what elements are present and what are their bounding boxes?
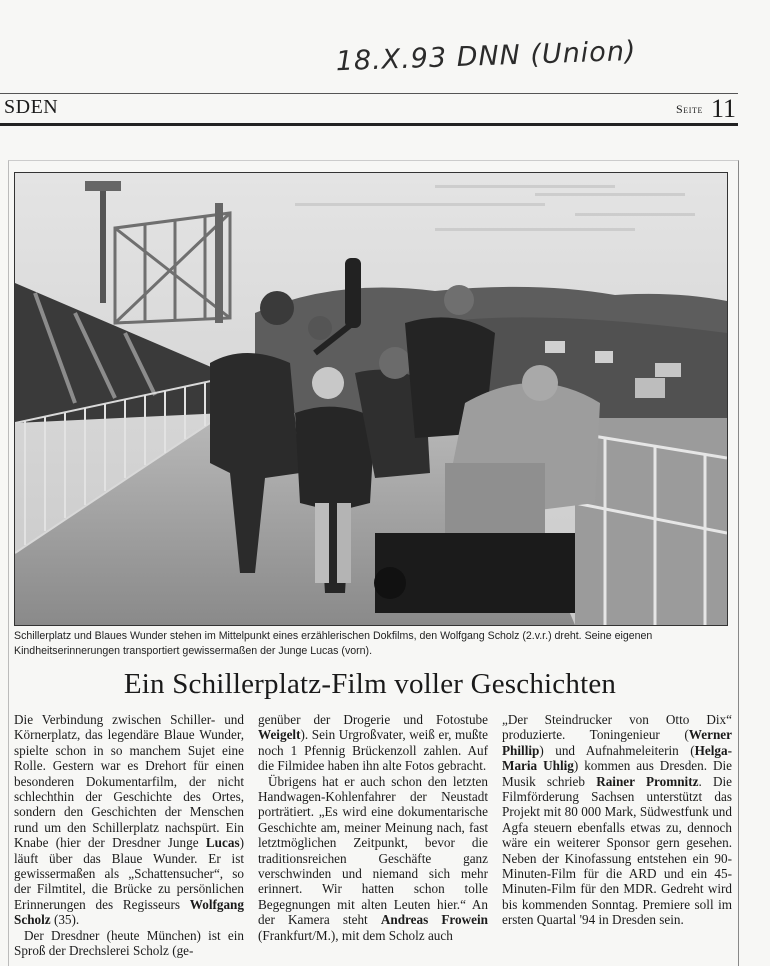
text-run: „Der Steindrucker von Otto Dix“ produzierte. Toningenieur ( [502, 712, 732, 743]
text-run: genüber der Drogerie und Fotostube [258, 712, 488, 727]
text-run: Die Verbindung zwischen Schiller- und Körnerplatz, das legendäre Blaue Wunder, spielte schon in so manchem Sujet eine Rolle. Gestern war es Drehort für einen besonderen Dokumentarfilm, der nicht schlechthin der Geschichte des Ortes, sondern den Geschichten der Menschen rund um den Schillerplatz nachspürt. Ein Knabe (hier der Dresdner Junge [14, 712, 244, 851]
photo-film-crew-on-bridge-icon [15, 173, 727, 625]
col3-paragraph-1 [502, 712, 732, 928]
col1-paragraph-1 [14, 712, 244, 928]
col2-paragraph-1 [258, 712, 488, 774]
name-wolfgang-scholz: Wolfgang Scholz [14, 896, 244, 928]
photo-caption: Schillerplatz und Blaues Wunder stehen im Mittelpunkt eines erzählerischen Dokfilms, den Wolfgang Scholz (2.v.r.) dreht. Seine eigenen Kindheitserinnerungen transportiert gewissermaßen der Junge Lucas (vorn). [14, 630, 653, 657]
text-run: ) läuft über das Blaue Wunder. Er ist gewissermaßen als „Schattensucher“, so der Filmtitel, die Brücke zu persönlichen Erinnerungen des Regisseurs [14, 835, 244, 912]
col2-paragraph-2 [258, 774, 488, 943]
section-title: SDEN [4, 96, 59, 118]
article-column-1 [14, 712, 244, 959]
text-run: ). Sein Urgroßvater, weiß er, mußte noch 1 Pfennig Brückenzoll zahlen. Auf die Filmidee haben ihn alte Fotos gebracht. [258, 727, 488, 774]
col1-paragraph-2: Der Dresdner (heute München) ist ein Sproß der Drechslerei Scholz (ge- [14, 927, 244, 959]
name-andreas-frowein: Andreas Frowein [380, 912, 488, 928]
text-run: . Die Filmförderung Sachsen unterstützt das Projekt mit 80 000 Mark, Südwestfunk und Agfa steuern ebenfalls etwas zu, dennoch wäre ein weiterer Sponsor gern gesehen. Neben der Kinofassung entstehen ein 90-Minuten-Film für die ARD und ein 45-Minuten-Film für den MDR. Gedreht wird bis kommenden Sonntag. Premiere soll im ersten Quartal '94 in Dresden sein. [502, 773, 733, 928]
article-column-2 [258, 712, 488, 943]
name-lucas: Lucas [205, 835, 240, 851]
article-headline: Ein Schillerplatz-Film voller Geschichten [123, 668, 617, 700]
header-top-rule [0, 93, 738, 94]
handwritten-date-note: 18.X.93 DNN (Union) [335, 35, 637, 78]
text-run: (Frankfurt/M.), mit dem Scholz auch [258, 927, 453, 943]
page-number: 11 [710, 94, 736, 123]
text-run: ) kommen aus Dresden. Die Musik schrieb [502, 758, 732, 789]
news-photo [14, 172, 728, 626]
name-rainer-promnitz: Rainer Promnitz [596, 773, 699, 789]
article-column-3 [502, 712, 732, 928]
header-rule [0, 123, 738, 126]
text-run: (35). [50, 912, 80, 928]
name-helga-maria-uhlig: Helga-Maria Uhlig [502, 742, 732, 774]
name-weigelt: Weigelt [258, 727, 301, 743]
page-label: Seite [675, 102, 703, 116]
page-indicator [676, 94, 736, 124]
text-run: Übrigens hat er auch schon den letzten Handwagen-Kohlenfahrer der Neustadt porträtiert. „Es wird eine dokumentarische Geschichte am, meiner Meinung nach, fast letztmöglichen Zeitpunkt, bevor die traditionsreichen Geschäfte ganz verschwinden und niemand sich mehr erinnert. Wir hatten schon tolle Begegnungen mit alten Leuten hier.“ An der Kamera steht [258, 773, 488, 928]
name-werner-phillip: Werner Phillip [502, 727, 732, 758]
text-run: ) und Aufnahmeleiterin ( [539, 742, 695, 758]
